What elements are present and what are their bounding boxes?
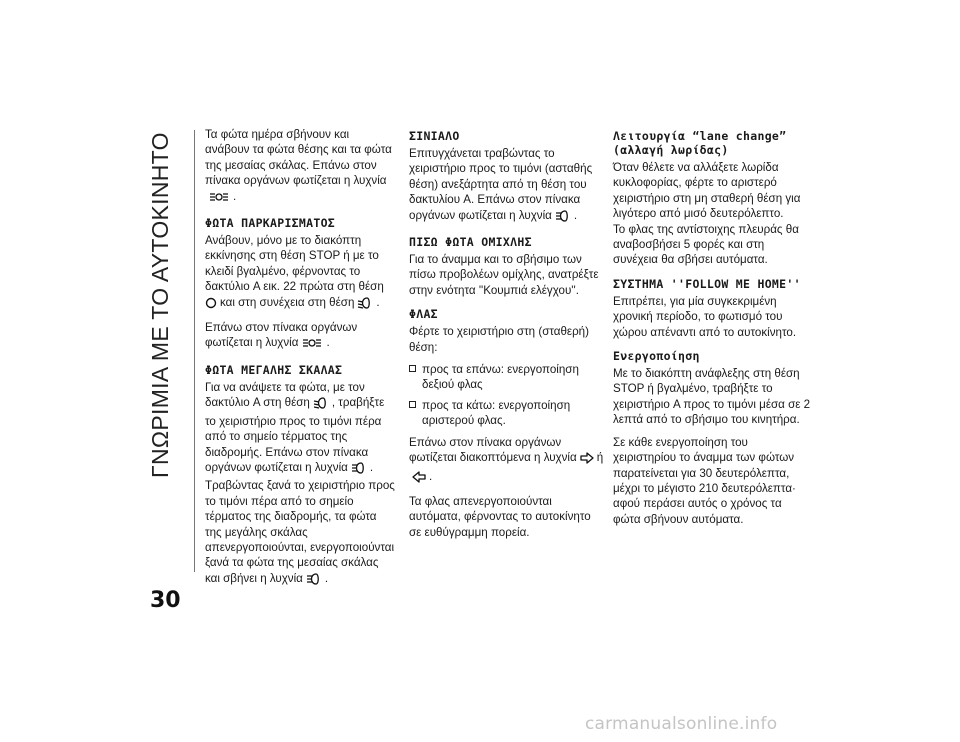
indicators-paragraph-2: Επάνω στον πίνακα οργάνων φωτίζεται διακοπτόμενα η λυχνία ή.: [409, 435, 605, 487]
lane-change-paragraph-2: Το φλας της αντίστοιχης πλευράς θα αναβοσβήσει 5 φορές και στη συνέχεια θα σβήσει αυτόματα.: [613, 222, 799, 267]
indicators-heading: ΦΛΑΣ: [409, 307, 438, 322]
main-beam-heading: ΦΩΤΑ ΜΕΓΑΛΗΣ ΣΚΑΛΑΣ: [205, 362, 343, 377]
list-item: προς τα κάτω: ενεργοποίηση αριστερού φλας.: [409, 398, 605, 429]
parking-lights-paragraph-2: Επάνω στον πίνακα οργάνων φωτίζεται η λυχνία .: [205, 320, 395, 354]
main-beam-icon: [555, 210, 571, 226]
right-turn-arrow-icon: [580, 452, 594, 468]
parking-lights-paragraph-1: Ανάβουν, μόνο με το διακόπτη εκκίνησης στη θέση STOP ή με το κλειδί βγαλμένο, φέρνοντας το δακτύλιο A εικ. 22 πρώτα στη θέση και στη συνέχεια στη θέση .: [205, 233, 395, 313]
indicators-list: [409, 362, 605, 429]
activation-paragraph-1: Με το διακόπτη ανάφλεξης στη θέση STOP ή βγαλμένο, τραβήξτε το χειριστήριο A προς το τιμόνι μέσα σε 2 λεπτά από το σβήσιμο του κινητήρα.: [613, 367, 811, 427]
left-turn-arrow-icon: [412, 471, 426, 487]
checkbox-bullet-icon: [409, 365, 416, 372]
flash-heading: ΣΙΝΙΑΛΟ: [409, 129, 460, 143]
flash-paragraph: Επιτυγχάνεται τραβώντας το χειριστήριο προς το τιμόνι (ασταθής θέση) ανεξάρτητα από τη θέση του δακτυλίου A. Επάνω στον πίνακα οργάνων φωτίζεται η λυχνία .: [409, 146, 605, 226]
intro-paragraph: Τα φώτα ημέρα σβήνουν και ανάβουν τα φώτα θέσης και τα φώτα της μεσαίας σκάλας. Επάνω στον πίνακα οργάνων φωτίζεται η λυχνία.: [205, 127, 395, 207]
main-beam-icon: [351, 462, 367, 478]
lane-change-heading: Λειτουργία “lane change” (αλλαγή λωρίδας): [613, 129, 787, 157]
activation-heading: Ενεργοποίηση: [613, 349, 700, 364]
list-item: προς τα επάνω: ενεργοποίηση δεξιού φλας: [409, 362, 605, 393]
chapter-divider: [194, 130, 195, 572]
main-beam-icon: [306, 573, 322, 589]
checkbox-bullet-icon: [409, 401, 416, 408]
indicators-paragraph-1: Φέρτε το χειριστήριο στη (σταθερή) θέση:: [409, 325, 589, 354]
dipped-beam-icon: [313, 397, 329, 413]
column-3: [613, 127, 811, 534]
parking-light-icon: [205, 297, 217, 313]
activation-paragraph-2: Σε κάθε ενεργοποίηση του χειριστηρίου το άναμμα των φώτων παρατείνεται για 30 δευτερόλεπτα, μέχρι το μέγιστο 210 δευτερόλεπτα· αφού περάσει αυτός ο χρόνος τα φώτα σβήνουν αυτόματα.: [613, 435, 796, 526]
column-1: [205, 127, 395, 596]
daytime-running-light-icon: [208, 191, 230, 207]
rear-fog-heading: ΠΙΣΩ ΦΩΤΑ ΟΜΙΧΛΗΣ: [409, 235, 532, 250]
lane-change-paragraph-1: Όταν θέλετε να αλλάξετε λωρίδα κυκλοφορίας, φέρτε το αριστερό χειριστήριο στη μη σταθερή θέση για λιγότερο από μισό δευτερόλεπτο.: [613, 161, 801, 221]
follow-me-home-paragraph: Επιτρέπει, για μία συγκεκριμένη χρονική περίοδο, το φωτισμό του χώρου απέναντι από το αυτοκίνητο.: [613, 294, 797, 339]
rear-fog-paragraph: Για το άναμμα και το σβήσιμο των πίσω προβολέων ομίχλης, ανατρέξτε στην ενότητα ''Κουμπιά ελέγχου''.: [409, 253, 599, 297]
dipped-beam-icon: [357, 297, 373, 313]
parking-lights-heading: ΦΩΤΑ ΠΑΡΚΑΡΙΣΜΑΤΟΣ: [205, 216, 336, 231]
chapter-title: ΓΝΩΡΙΜΙΑ ΜΕ ΤΟ ΑΥΤΟΚΙΝΗΤΟ: [147, 132, 173, 478]
follow-me-home-heading: ΣΥΣΤΗΜΑ ''FOLLOW ME HOME'': [613, 276, 801, 291]
parking-light-icon: [301, 337, 323, 353]
indicators-paragraph-3: Τα φλας απενεργοποιούνται αυτόματα, φέρνοντας το αυτοκίνητο σε ευθύγραμμη πορεία.: [409, 494, 591, 539]
watermark: carmanualsonline.info: [585, 714, 778, 734]
column-2: [409, 127, 605, 547]
page-number: 30: [150, 588, 181, 613]
main-beam-paragraph: Για να ανάψετε τα φώτα, με τον δακτύλιο A στη θέση , τραβήξτε το χειριστήριο προς το τιμόνι πέρα από το σημείο τέρματος της διαδρομής. Επάνω στον πίνακα οργάνων φωτίζεται η λυχνία . Τραβώντας ξανά το χειριστήριο προς το τιμόνι πέρα από το σημείο τέρματος της διαδρομής, τα φώτα της μεγάλης σκάλας απενεργοποιούνται, ενεργοποιούνται ξανά τα φώτα της μεσαίας σκάλας και σβήνει η λυχνία .: [205, 380, 395, 589]
